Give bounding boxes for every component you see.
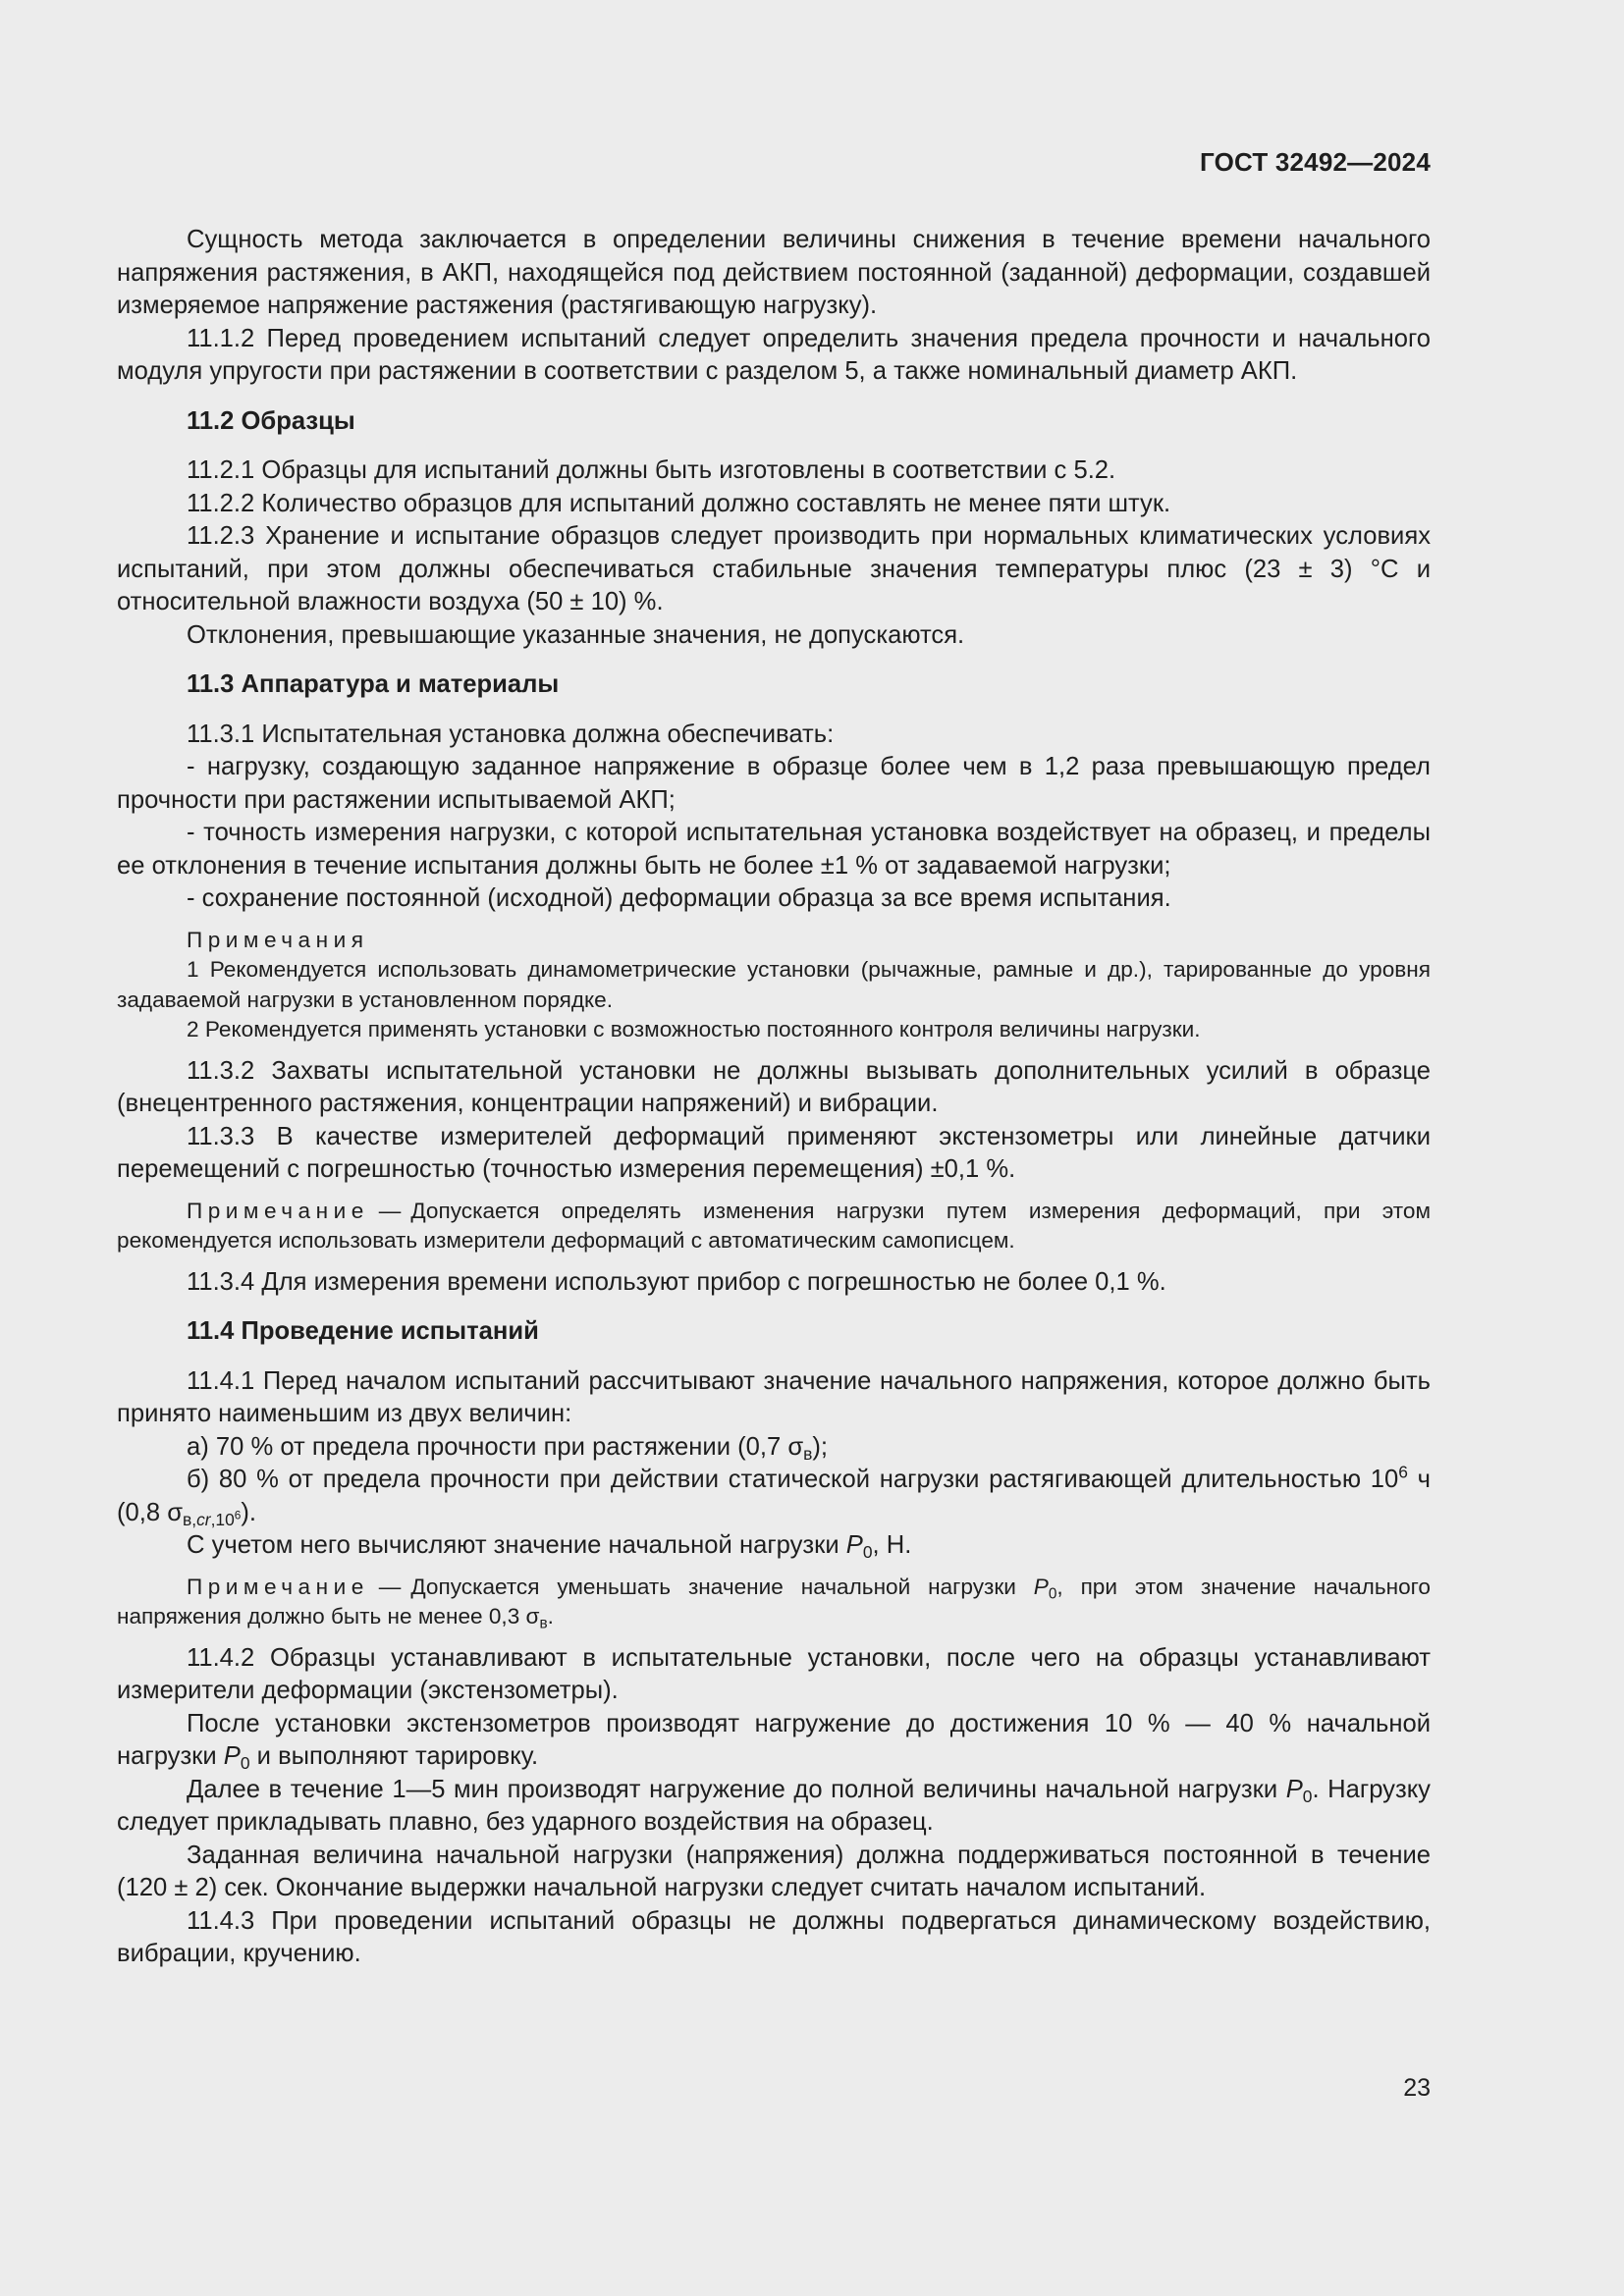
paragraph-loading: Далее в течение 1—5 мин производят нагружение до полной величины начальной нагрузки $P_0$. Нагрузку следует прикладывать плавно, без ударного воздействия на образец.	[117, 1775, 1431, 1836]
note-dash: —	[378, 1574, 402, 1599]
paragraph-11-4-2: 11.4.2 Образцы устанавливают в испытательные установки, после чего на образцы устанавливают измерители деформации (экстензометры).	[117, 1643, 1431, 1704]
page-number: 23	[1403, 2074, 1431, 2102]
page-content	[117, 224, 1431, 1971]
note-2: 2 Рекомендуется применять установки с возможностью постоянного контроля величины нагрузки.	[187, 1017, 1201, 1041]
note-4: Примечание — Допускается уменьшать значение начальной нагрузки $P_0$, при этом значение начального напряжения должно быть не менее 0,3 $\sigma_в$.	[117, 1574, 1431, 1632]
paragraph-11-3-4: 11.3.4 Для измерения времени используют прибор с погрешностью не более 0,1 %.	[187, 1267, 1166, 1296]
note-block-deformation	[117, 1197, 1431, 1256]
paragraph-initial-load: С учетом него вычисляют значение начальной нагрузки $P_0$, Н.	[187, 1531, 912, 1563]
notes-block	[117, 926, 1431, 1045]
list-item-load: - нагрузку, создающую заданное напряжение в образце более чем в 1,2 раза превышающую предел прочности при растяжении испытываемой АКП;	[117, 753, 1431, 814]
list-item-b: б) 80 % от предела прочности при действии статической нагрузки растягивающей длительностью $10^6$ ч (0,8 $\sigma_{в,cr,10^6}$).	[117, 1462, 1431, 1529]
list-item-accuracy: - точность измерения нагрузки, с которой испытательная установка воздействует на образец, и пределы ее отклонения в течение испытания должны быть не более ±1 % от задаваемой нагрузки;	[117, 819, 1431, 880]
heading-11-2: 11.2 Образцы	[187, 406, 355, 435]
paragraph-11-4-1: 11.4.1 Перед началом испытаний рассчитывают значение начального напряжения, которое должно быть принято наименьшим из двух величин:	[117, 1366, 1431, 1427]
paragraph-11-3-3: 11.3.3 В качестве измерителей деформаций применяют экстензометры или линейные датчики перемещений с погрешностью (точностью измерения перемещения) ±0,1 %.	[117, 1122, 1431, 1183]
heading-11-4: 11.4 Проведение испытаний	[187, 1317, 539, 1345]
note-3-text: Допускается определять изменения нагрузки путем измерения деформаций, при этом рекомендуется использовать измерители деформаций с автоматическим самописцем.	[117, 1198, 1431, 1253]
standard-header: ГОСТ 32492—2024	[1200, 147, 1431, 177]
paragraph-deviations: Отклонения, превышающие указанные значения, не допускаются.	[187, 620, 965, 649]
paragraph-11-4-3: 11.4.3 При проведении испытаний образцы не должны подвергаться динамическому воздействию, вибрации, кручению.	[117, 1906, 1431, 1967]
paragraph-11-3-2: 11.3.2 Захваты испытательной установки не должны вызывать дополнительных усилий в образце (внецентренного растяжения, концентрации напряжений) и вибрации.	[117, 1056, 1431, 1117]
notes-heading: Примечания	[187, 927, 369, 952]
sigma-subscript: в,cr,106	[183, 1508, 242, 1529]
paragraph-11-2-2: 11.2.2 Количество образцов для испытаний должно составлять не менее пяти штук.	[187, 489, 1171, 517]
paragraph-hold: Заданная величина начальной нагрузки (напряжения) должна поддерживаться постоянной в течение (120 ± 2) сек. Окончание выдержки начальной нагрузки следует считать началом испытаний.	[117, 1841, 1431, 1901]
note-3	[117, 1197, 1431, 1256]
paragraph-extensometers: После установки экстензометров производят нагружение до достижения 10 % — 40 % начальной нагрузки $P_0$ и выполняют тарировку.	[117, 1709, 1431, 1774]
note-1: 1 Рекомендуется использовать динамометрические установки (рычажные, рамные и др.), тарированные до уровня задаваемой нагрузки в установленном порядке.	[117, 957, 1431, 1012]
list-item-deformation: - сохранение постоянной (исходной) деформации образца за все время испытания.	[187, 884, 1171, 912]
note-dash: —	[378, 1198, 402, 1223]
note-heading: Примечание	[187, 1198, 369, 1223]
paragraph-11-3-1: 11.3.1 Испытательная установка должна обеспечивать:	[187, 720, 835, 748]
paragraph-method-essence: Сущность метода заключается в определении величины снижения в течение времени начального напряжения растяжения, в АКП, находящейся под действием постоянной (заданной) деформации, создавшей измеряемое напряжение растяжения (растягивающую нагрузку).	[117, 226, 1431, 319]
paragraph-11-2-3: 11.2.3 Хранение и испытание образцов следует производить при нормальных климатических условиях испытаний, при этом должны обеспечиваться стабильные значения температуры плюс (23 ± 3) °С и относительной влажности воздуха (50 ± 10) %.	[117, 522, 1431, 615]
list-item-a: а) 70 % от предела прочности при растяжении (0,7 $\sigma_в$);	[187, 1432, 829, 1464]
paragraph-11-1-2: 11.1.2 Перед проведением испытаний следует определить значения предела прочности и начального модуля упругости при растяжении в соответствии с разделом 5, а также номинальный диаметр АКП.	[117, 324, 1431, 385]
note-heading: Примечание	[187, 1574, 369, 1599]
heading-11-3: 11.3 Аппаратура и материалы	[187, 670, 560, 698]
note-block-reduce	[117, 1573, 1431, 1632]
paragraph-11-2-1: 11.2.1 Образцы для испытаний должны быть изготовлены в соответствии с 5.2.	[187, 456, 1116, 484]
